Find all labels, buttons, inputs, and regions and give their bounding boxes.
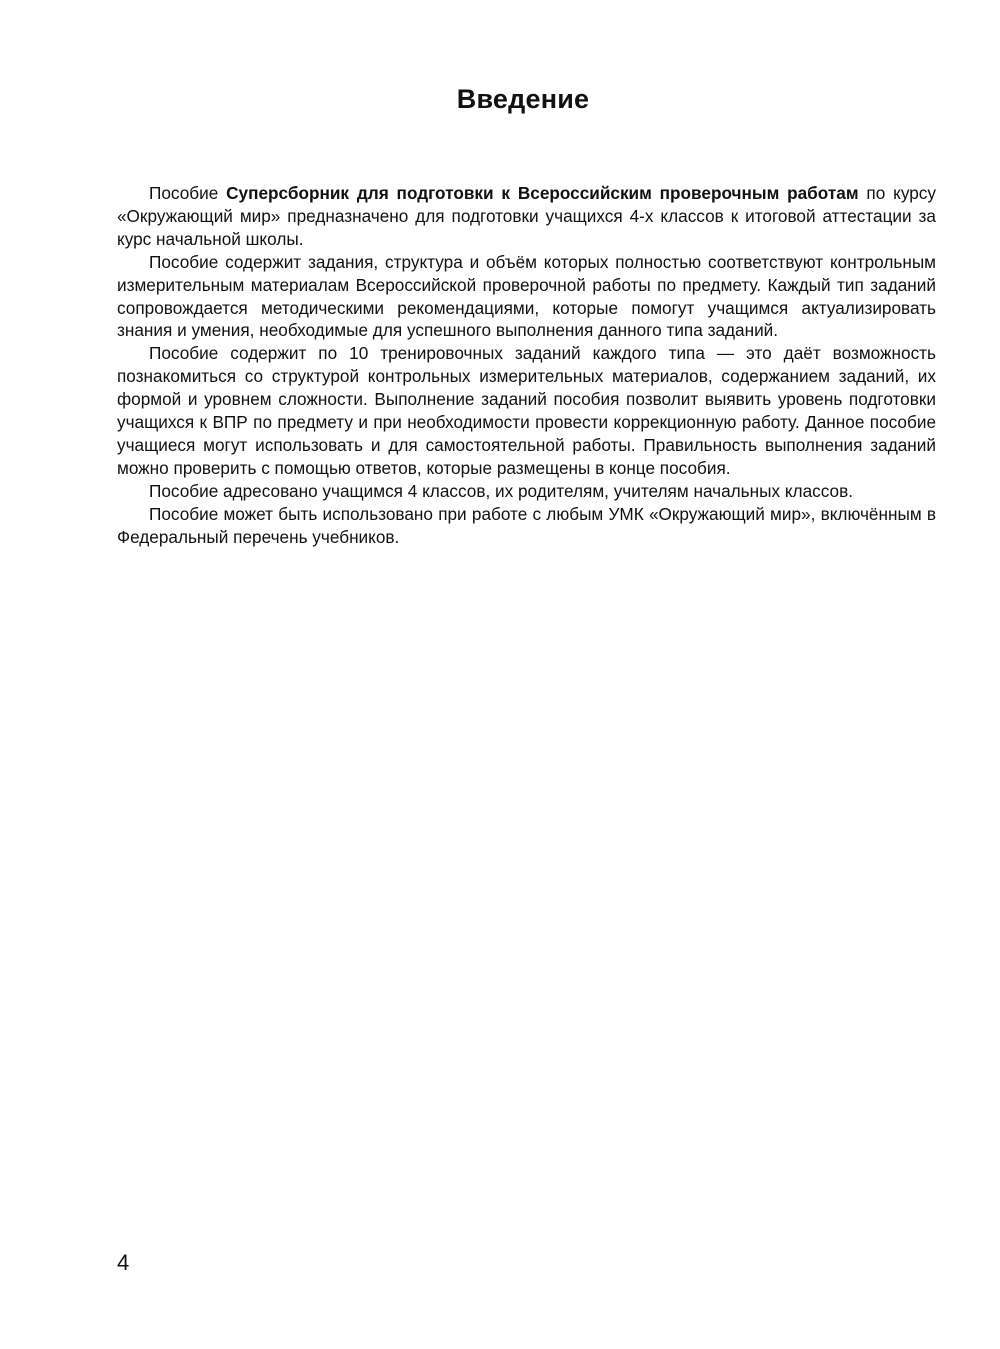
paragraph-1-suffix: по курсу «Окружающий мир» предназначено для подготовки учащихся 4-х классов к итоговой аттестации за курс начальной школы. [117,183,936,249]
paragraph-3: Пособие содержит по 10 тренировочных заданий каждого типа — это даёт возможность познакомиться со структурой контрольных измерительных материалов, содержанием заданий, их формой и уровнем сложности. Выполнение заданий пособия позволит выявить уровень подготовки учащихся к ВПР по предмету и при необходимости провести коррекционную работу. Данное пособие учащиеся могут использовать и для самостоятельной работы. Правильность выполнения заданий можно проверить с помощью ответов, которые размещены в конце пособия. [117,343,936,478]
paragraph-2: Пособие содержит задания, структура и объём которых полностью соответствуют контрольным измерительным материалам Всероссийской проверочной работы по предмету. Каждый тип заданий сопровождается методическими рекомендациями, которые помогут учащимся актуализировать знания и умения, необходимые для успешного выполнения данного типа заданий. [117,251,936,341]
paragraph-5: Пособие может быть использовано при работе с любым УМК «Окружающий мир», включённым в Федеральный перечень учебников. [117,503,936,547]
page-number: 4 [117,1250,130,1275]
book-title-bold: Суперсборник для подготовки к Всероссийским проверочным работам [226,183,859,203]
paragraph-1 [117,182,936,251]
introduction-text [117,182,936,549]
paragraph-1-prefix: Пособие [149,183,227,203]
paragraph-4: Пособие адресовано учащимся 4 классов, их родителям, учителям начальных классов. [149,480,853,501]
page-title: Введение [456,84,590,114]
